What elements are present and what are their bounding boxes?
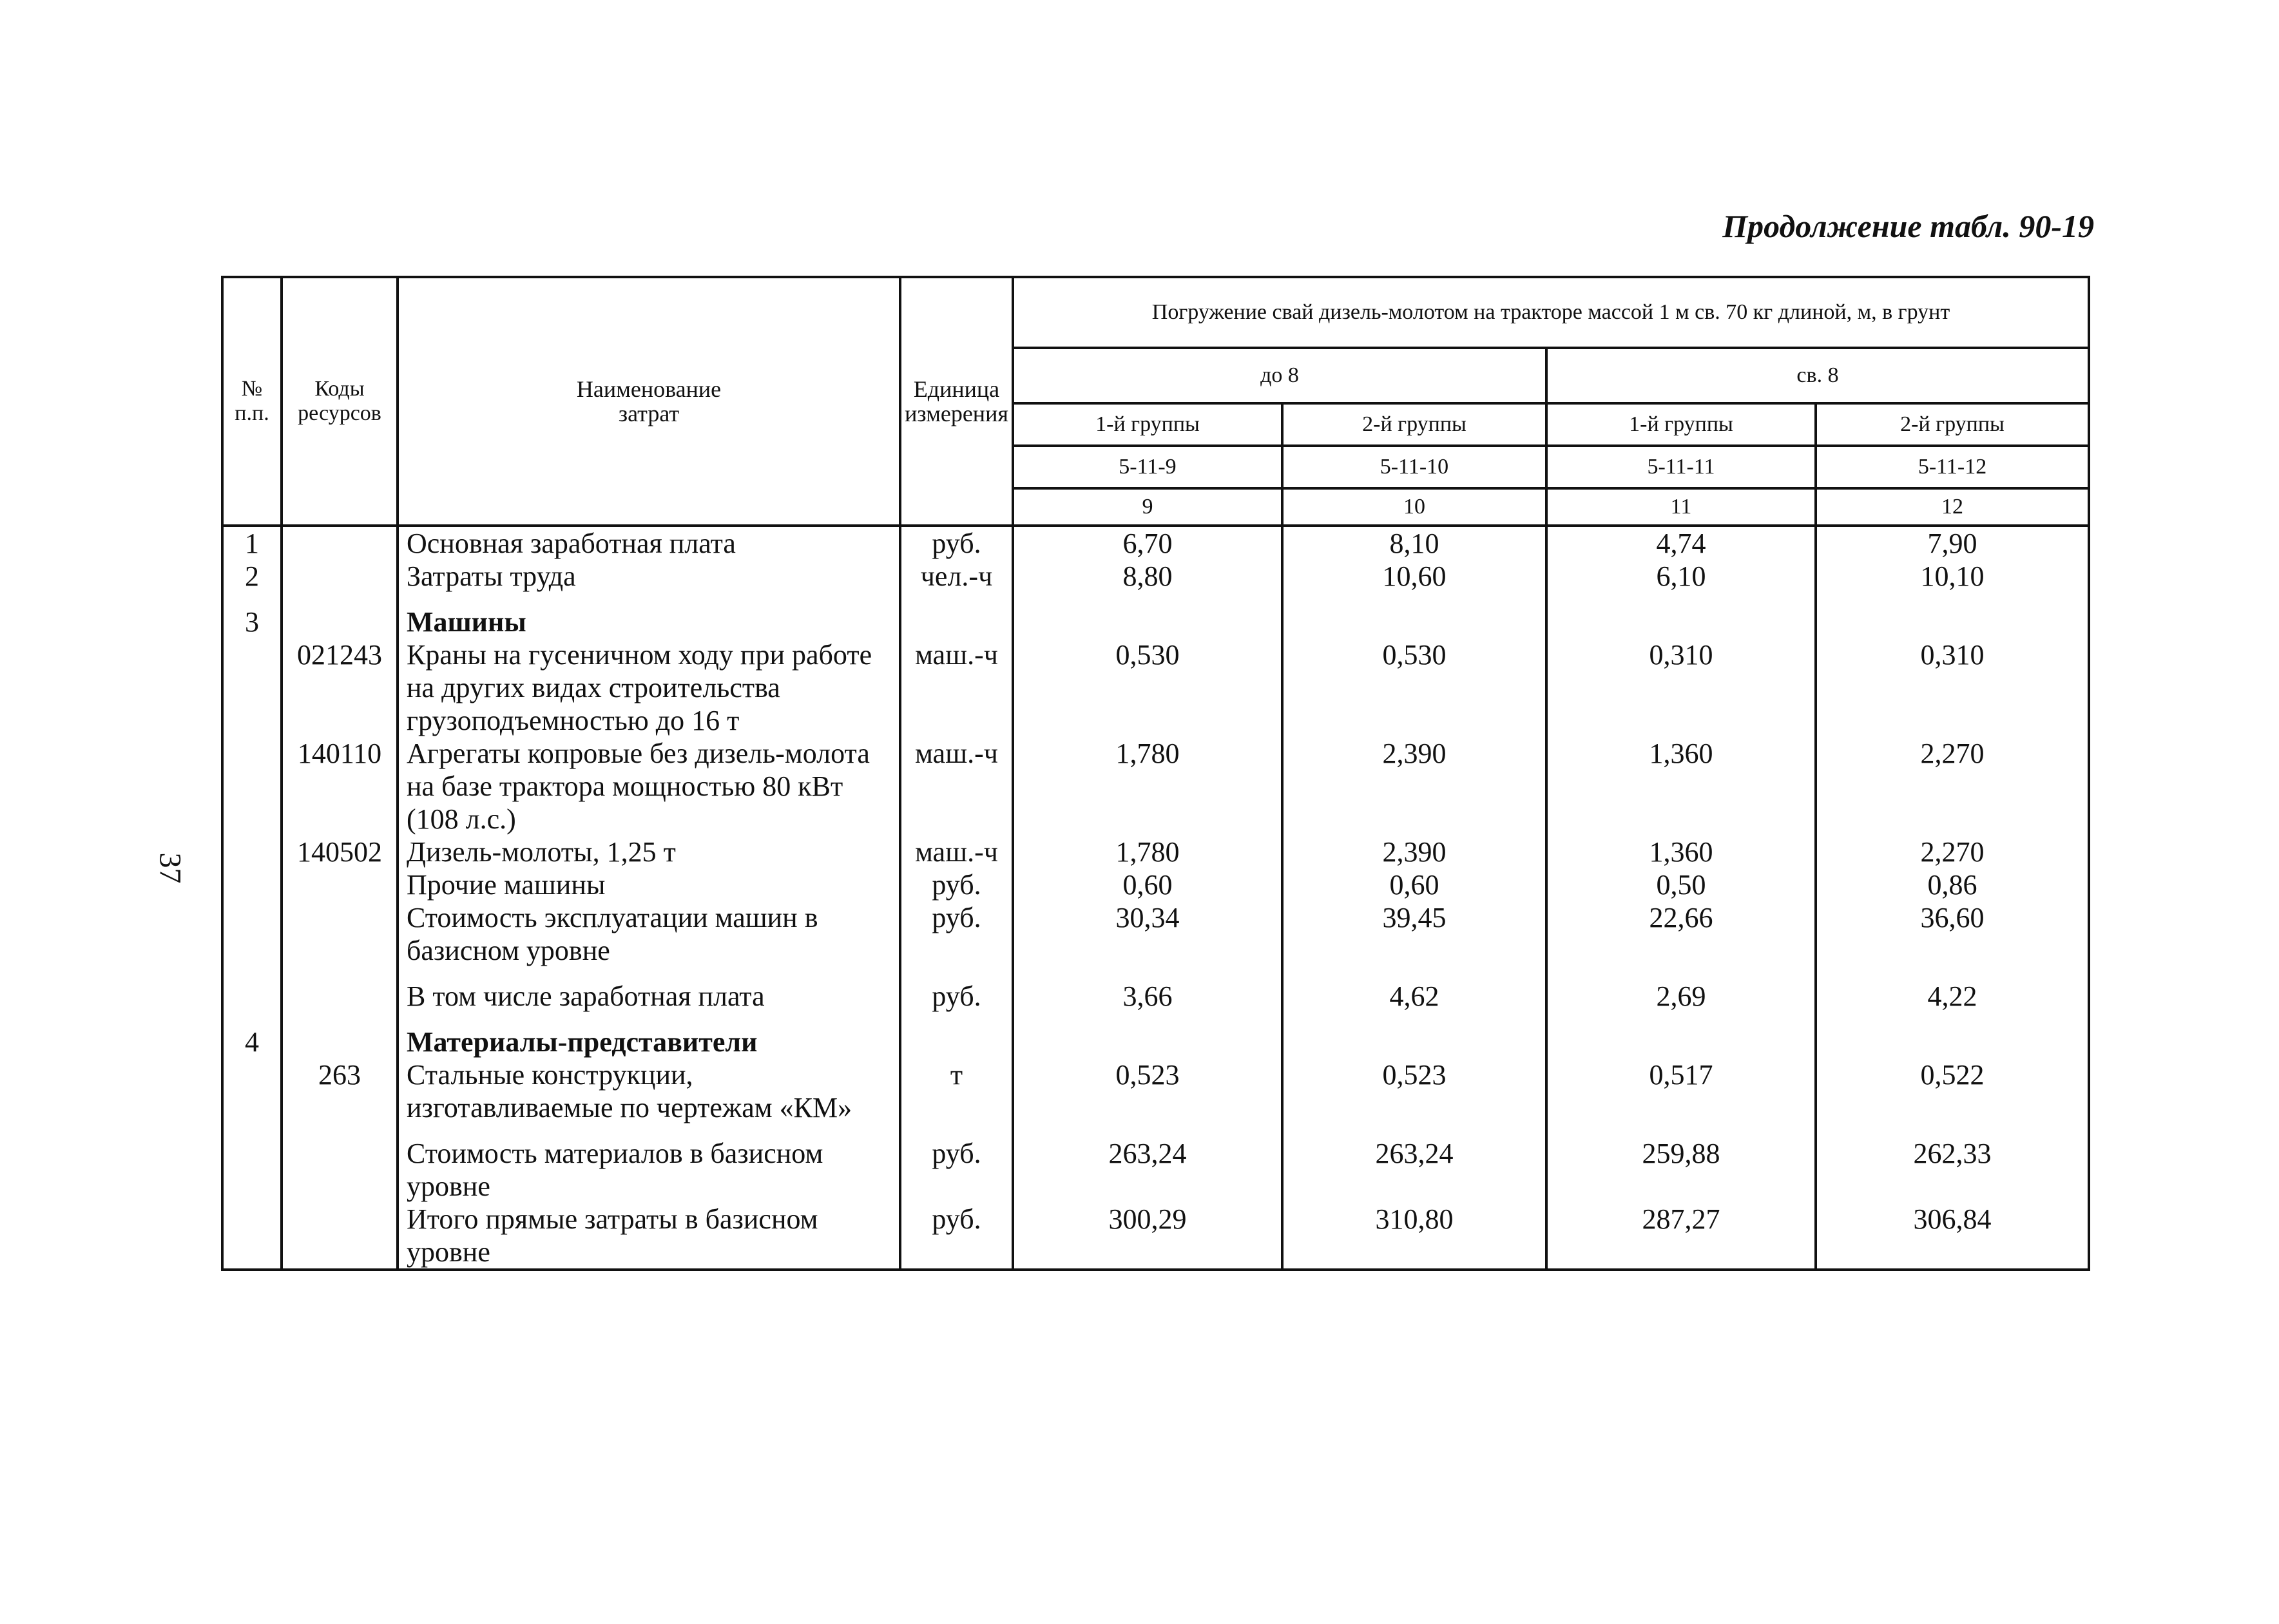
table-row [222,901,2089,967]
spacer-cell [1282,593,1546,606]
table-body [222,526,2089,1270]
header-col-number: 9 [1013,488,1282,526]
value-col-9: 0,523 [1013,1058,1282,1124]
cost-name: Машины [398,606,900,638]
spacer-cell [1013,593,1282,606]
unit: руб. [900,526,1013,560]
row-number [222,901,282,967]
value-col-11: 6,10 [1546,560,1816,593]
value-col-12: 262,33 [1816,1137,2089,1203]
value-col-11 [1546,606,1816,638]
value-col-12 [1816,1026,2089,1058]
unit: маш.-ч [900,737,1013,836]
table-row [222,1058,2089,1124]
header-soil: 2-й группы [1282,403,1546,446]
spacer-cell [1282,1124,1546,1137]
spacer-cell [282,593,398,606]
header-soil: 2-й группы [1816,403,2089,446]
spacer-cell [1013,1124,1282,1137]
row-number [222,868,282,901]
value-col-9: 8,80 [1013,560,1282,593]
value-col-10 [1282,1026,1546,1058]
value-col-11: 287,27 [1546,1203,1816,1270]
unit: руб. [900,868,1013,901]
cost-name: Краны на гусеничном ходу при работе на других видах строительства грузоподъемностью до 16 т [398,638,900,737]
cost-name: В том числе заработная плата [398,980,900,1013]
spacer-cell [1546,1013,1816,1026]
cost-name: Прочие машины [398,868,900,901]
row-number [222,836,282,868]
value-col-12 [1816,606,2089,638]
table-row [222,560,2089,593]
unit: маш.-ч [900,638,1013,737]
spacer-cell [1546,967,1816,980]
spacer-cell [1816,1124,2089,1137]
table-row [222,737,2089,836]
spacer-cell [222,1124,282,1137]
resource-code [282,560,398,593]
spacer-cell [1546,593,1816,606]
spacer-row [222,1013,2089,1026]
header-col-number: 11 [1546,488,1816,526]
value-col-9: 1,780 [1013,737,1282,836]
value-col-9: 30,34 [1013,901,1282,967]
value-col-10: 4,62 [1282,980,1546,1013]
value-col-12: 36,60 [1816,901,2089,967]
value-col-9: 0,60 [1013,868,1282,901]
value-col-10: 39,45 [1282,901,1546,967]
table-row [222,526,2089,560]
resource-code [282,868,398,901]
header-code-ref: 5-11-9 [1013,446,1282,488]
value-col-9: 300,29 [1013,1203,1282,1270]
cost-name: Агрегаты копровые без дизель-молота на базе трактора мощностью 80 кВт (108 л.с.) [398,737,900,836]
row-number: 1 [222,526,282,560]
spacer-cell [282,1013,398,1026]
cost-name: Стоимость эксплуатации машин в базисном уровне [398,901,900,967]
spacer-cell [398,967,900,980]
value-col-12: 10,10 [1816,560,2089,593]
value-col-10: 2,390 [1282,737,1546,836]
row-number [222,638,282,737]
value-col-10 [1282,606,1546,638]
unit: т [900,1058,1013,1124]
resource-code [282,606,398,638]
table-row [222,868,2089,901]
unit: руб. [900,901,1013,967]
value-col-9: 3,66 [1013,980,1282,1013]
header-unit: Единица измерения [900,277,1013,526]
value-col-9: 6,70 [1013,526,1282,560]
cost-name: Стоимость материалов в базисном уровне [398,1137,900,1203]
value-col-9: 0,530 [1013,638,1282,737]
value-col-11: 0,50 [1546,868,1816,901]
resource-code: 140502 [282,836,398,868]
value-col-9 [1013,1026,1282,1058]
table-row [222,638,2089,737]
header-soil: 1-й группы [1013,403,1282,446]
value-col-11: 4,74 [1546,526,1816,560]
resource-code [282,980,398,1013]
value-col-12: 7,90 [1816,526,2089,560]
spacer-cell [900,1013,1013,1026]
spacer-cell [1013,967,1282,980]
table-row [222,1203,2089,1270]
cost-table [221,276,2090,1271]
value-col-11: 259,88 [1546,1137,1816,1203]
value-col-11: 1,360 [1546,836,1816,868]
unit: руб. [900,1203,1013,1270]
resource-code [282,1203,398,1270]
cost-name: Основная заработная плата [398,526,900,560]
row-number [222,1203,282,1270]
table-header [222,277,2089,526]
value-col-10: 8,10 [1282,526,1546,560]
spacer-cell [398,1124,900,1137]
value-col-12: 2,270 [1816,836,2089,868]
value-col-10: 0,530 [1282,638,1546,737]
unit: руб. [900,980,1013,1013]
resource-code [282,1137,398,1203]
value-col-9: 263,24 [1013,1137,1282,1203]
spacer-cell [900,1124,1013,1137]
unit: руб. [900,1137,1013,1203]
spacer-cell [1816,1013,2089,1026]
row-number [222,737,282,836]
spacer-cell [398,1013,900,1026]
table-row [222,836,2089,868]
cost-name: Дизель-молоты, 1,25 т [398,836,900,868]
cost-name: Материалы-представители [398,1026,900,1058]
value-col-12: 0,86 [1816,868,2089,901]
header-code-ref: 5-11-12 [1816,446,2089,488]
resource-code: 263 [282,1058,398,1124]
header-code-ref: 5-11-11 [1546,446,1816,488]
resource-code: 140110 [282,737,398,836]
value-col-12: 0,522 [1816,1058,2089,1124]
value-col-12: 0,310 [1816,638,2089,737]
value-col-11: 1,360 [1546,737,1816,836]
spacer-cell [222,967,282,980]
header-name: Наименование затрат [398,277,900,526]
spacer-cell [900,593,1013,606]
value-col-12: 4,22 [1816,980,2089,1013]
table-row [222,1026,2089,1058]
table-row [222,1137,2089,1203]
value-col-12: 2,270 [1816,737,2089,836]
table-caption: Продолжение табл. 90-19 [1722,208,2094,244]
value-col-9 [1013,606,1282,638]
spacer-cell [1282,1013,1546,1026]
spacer-cell [1816,593,2089,606]
row-number [222,980,282,1013]
header-num: № п.п. [222,277,282,526]
header-length-over: св. 8 [1546,348,2089,403]
value-col-10: 0,60 [1282,868,1546,901]
header-col-number: 12 [1816,488,2089,526]
page-number: 37 [153,852,188,884]
value-col-12: 306,84 [1816,1203,2089,1270]
unit: маш.-ч [900,836,1013,868]
spacer-row [222,1124,2089,1137]
cost-name: Затраты труда [398,560,900,593]
header-code: Коды ресурсов [282,277,398,526]
spacer-cell [222,1013,282,1026]
value-col-10: 2,390 [1282,836,1546,868]
resource-code [282,901,398,967]
spacer-cell [222,593,282,606]
row-number: 3 [222,606,282,638]
unit: чел.-ч [900,560,1013,593]
unit [900,606,1013,638]
header-length-upto: до 8 [1013,348,1546,403]
spacer-cell [282,967,398,980]
row-number: 4 [222,1026,282,1058]
value-col-10: 263,24 [1282,1137,1546,1203]
spacer-cell [398,593,900,606]
spacer-cell [282,1124,398,1137]
header-group-title: Погружение свай дизель-молотом на тракторе массой 1 м св. 70 кг длиной, м, в грунт [1013,277,2089,348]
header-col-number: 10 [1282,488,1546,526]
row-number: 2 [222,560,282,593]
resource-code [282,526,398,560]
row-number [222,1137,282,1203]
cost-name: Итого прямые затраты в базисном уровне [398,1203,900,1270]
table-row [222,606,2089,638]
spacer-row [222,593,2089,606]
value-col-11 [1546,1026,1816,1058]
value-col-11: 22,66 [1546,901,1816,967]
spacer-cell [1546,1124,1816,1137]
spacer-cell [1816,967,2089,980]
value-col-10: 0,523 [1282,1058,1546,1124]
spacer-row [222,967,2089,980]
spacer-cell [900,967,1013,980]
row-number [222,1058,282,1124]
value-col-11: 2,69 [1546,980,1816,1013]
header-code-ref: 5-11-10 [1282,446,1546,488]
unit [900,1026,1013,1058]
table-row [222,980,2089,1013]
value-col-10: 310,80 [1282,1203,1546,1270]
header-soil: 1-й группы [1546,403,1816,446]
spacer-cell [1282,967,1546,980]
cost-name: Стальные конструкции, изготавливаемые по чертежам «КМ» [398,1058,900,1124]
value-col-11: 0,310 [1546,638,1816,737]
value-col-9: 1,780 [1013,836,1282,868]
resource-code: 021243 [282,638,398,737]
resource-code [282,1026,398,1058]
spacer-cell [1013,1013,1282,1026]
value-col-10: 10,60 [1282,560,1546,593]
value-col-11: 0,517 [1546,1058,1816,1124]
